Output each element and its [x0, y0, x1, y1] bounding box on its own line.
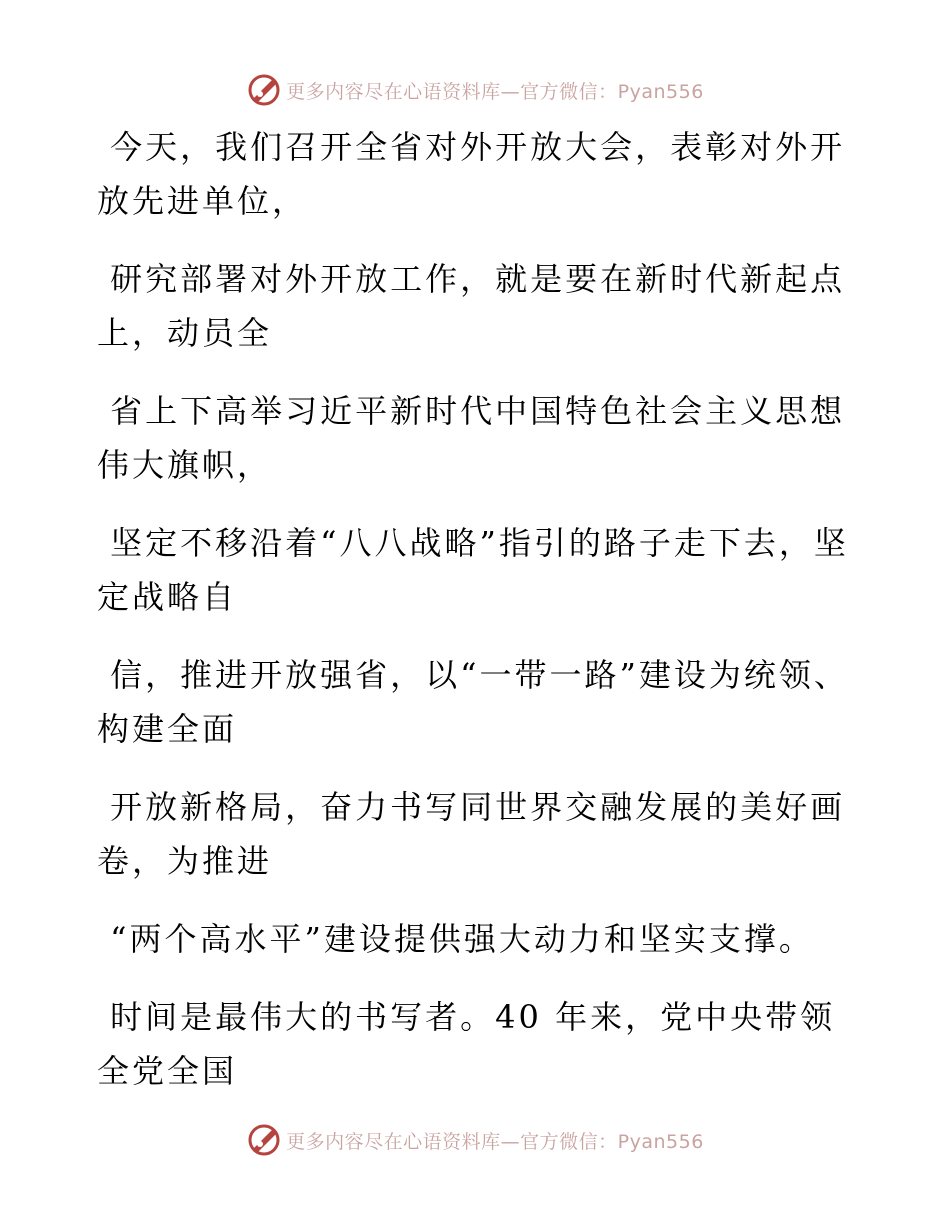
footer-watermark [0, 1120, 950, 1160]
watermark-text: 更多内容尽在心语资料库—官方微信：Pyan556 [286, 80, 704, 103]
paragraph: 信，推进开放强省，以“一带一路”建设为统领、构建全面 [97, 656, 849, 748]
watermark-text: 更多内容尽在心语资料库—官方微信：Pyan556 [286, 1130, 704, 1153]
pen-logo-icon [246, 72, 282, 108]
paragraph: 开放新格局，奋力书写同世界交融发展的美好画卷，为推进 [97, 788, 846, 880]
paragraph: 省上下高举习近平新时代中国特色社会主义思想伟大旗帜， [97, 392, 846, 484]
document-body [97, 120, 857, 1122]
paragraph: 坚定不移沿着“八八战略”指引的路子走下去，坚定战略自 [97, 524, 849, 616]
paragraph: 研究部署对外开放工作，就是要在新时代新起点上，动员全 [97, 260, 846, 352]
paragraph: “两个高水平”建设提供强大动力和坚实支撑。 [97, 920, 814, 958]
paragraph: 今天，我们召开全省对外开放大会，表彰对外开放先进单位， [97, 128, 846, 220]
header-watermark [0, 70, 950, 110]
paragraph: 时间是最伟大的书写者。40 年来，党中央带领全党全国 [97, 998, 836, 1090]
pen-logo-icon [246, 1122, 282, 1158]
